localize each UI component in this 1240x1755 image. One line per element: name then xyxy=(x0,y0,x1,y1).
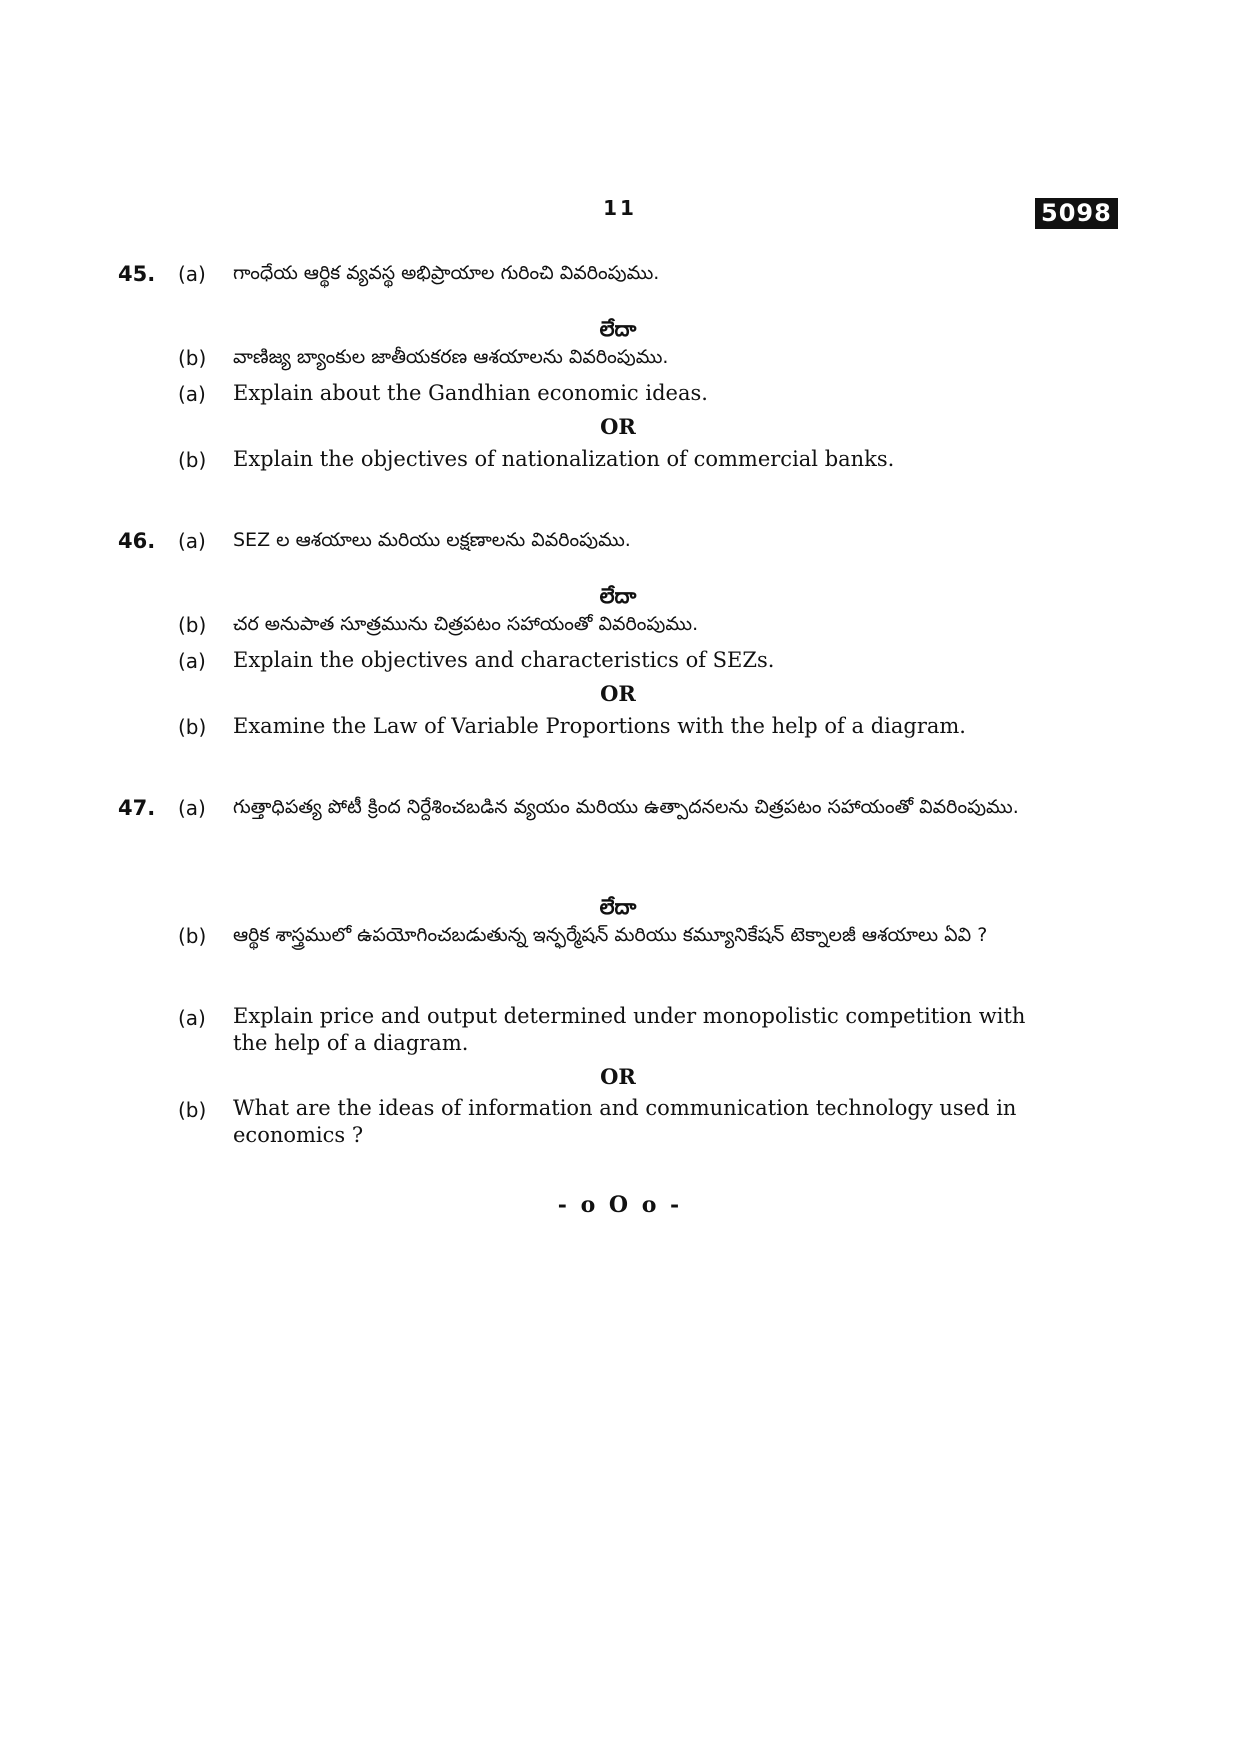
option-text: గాంధేయ ఆర్థిక వ్యవస్థ అభిప్రాయాల గురించి వివరింపుము. xyxy=(233,262,660,284)
option-text: Explain price and output determined under monopolistic competition with the help of a diagram. xyxy=(233,1004,1026,1055)
option-label: (b) xyxy=(178,346,207,370)
option-label: (a) xyxy=(178,529,206,553)
english-or: OR xyxy=(600,1064,636,1089)
option-text: చర అనుపాత సూత్రమును చిత్రపటం సహాయంతో వివరింపుము. xyxy=(233,613,699,635)
english-or: OR xyxy=(600,681,636,706)
page-number: 11 xyxy=(603,196,637,220)
option-label: (b) xyxy=(178,613,207,637)
option-label: (a) xyxy=(178,649,206,673)
option-label: (b) xyxy=(178,924,207,948)
option-text: What are the ideas of information and communication technology used in economics ? xyxy=(233,1096,1017,1147)
question-number: 46. xyxy=(118,529,156,553)
telugu-or: లేదా xyxy=(599,584,637,608)
option-label: (a) xyxy=(178,1006,206,1030)
option-label: (b) xyxy=(178,448,207,472)
option-text: Explain the objectives and characteristics of SEZs. xyxy=(233,648,775,672)
telugu-or: లేదా xyxy=(599,895,637,919)
telugu-or: లేదా xyxy=(599,317,637,341)
english-or: OR xyxy=(600,414,636,439)
option-label: (b) xyxy=(178,715,207,739)
option-text: Explain about the Gandhian economic ideas. xyxy=(233,381,708,405)
option-text: SEZ ల ఆశయాలు మరియు లక్షణాలను వివరింపుము. xyxy=(233,529,631,551)
option-text: వాణిజ్య బ్యాంకుల జాతీయకరణ ఆశయాలను వివరింపుము. xyxy=(233,346,669,368)
option-text: గుత్తాధిపత్య పోటీ క్రింద నిర్దేశించబడిన వ్యయం మరియు ఉత్పాదనలను చిత్రపటం సహాయంతో వివరింపుము. xyxy=(233,796,1019,818)
option-label: (a) xyxy=(178,262,206,286)
question-number: 47. xyxy=(118,796,156,820)
option-text: Explain the objectives of nationalization of commercial banks. xyxy=(233,447,895,471)
option-label: (a) xyxy=(178,796,206,820)
option-label: (b) xyxy=(178,1098,207,1122)
option-label: (a) xyxy=(178,382,206,406)
paper-code-badge: 5098 xyxy=(1035,198,1118,229)
option-text: ఆర్థిక శాస్త్రములో ఉపయోగించబడుతున్న ఇన్ఫర్మేషన్ మరియు కమ్యూనికేషన్ టెక్నాలజీ ఆశయాలు ఏవి ? xyxy=(233,924,988,946)
question-number: 45. xyxy=(118,262,156,286)
end-of-paper-mark: - o O o - xyxy=(557,1192,683,1218)
option-text: Examine the Law of Variable Proportions with the help of a diagram. xyxy=(233,714,966,738)
